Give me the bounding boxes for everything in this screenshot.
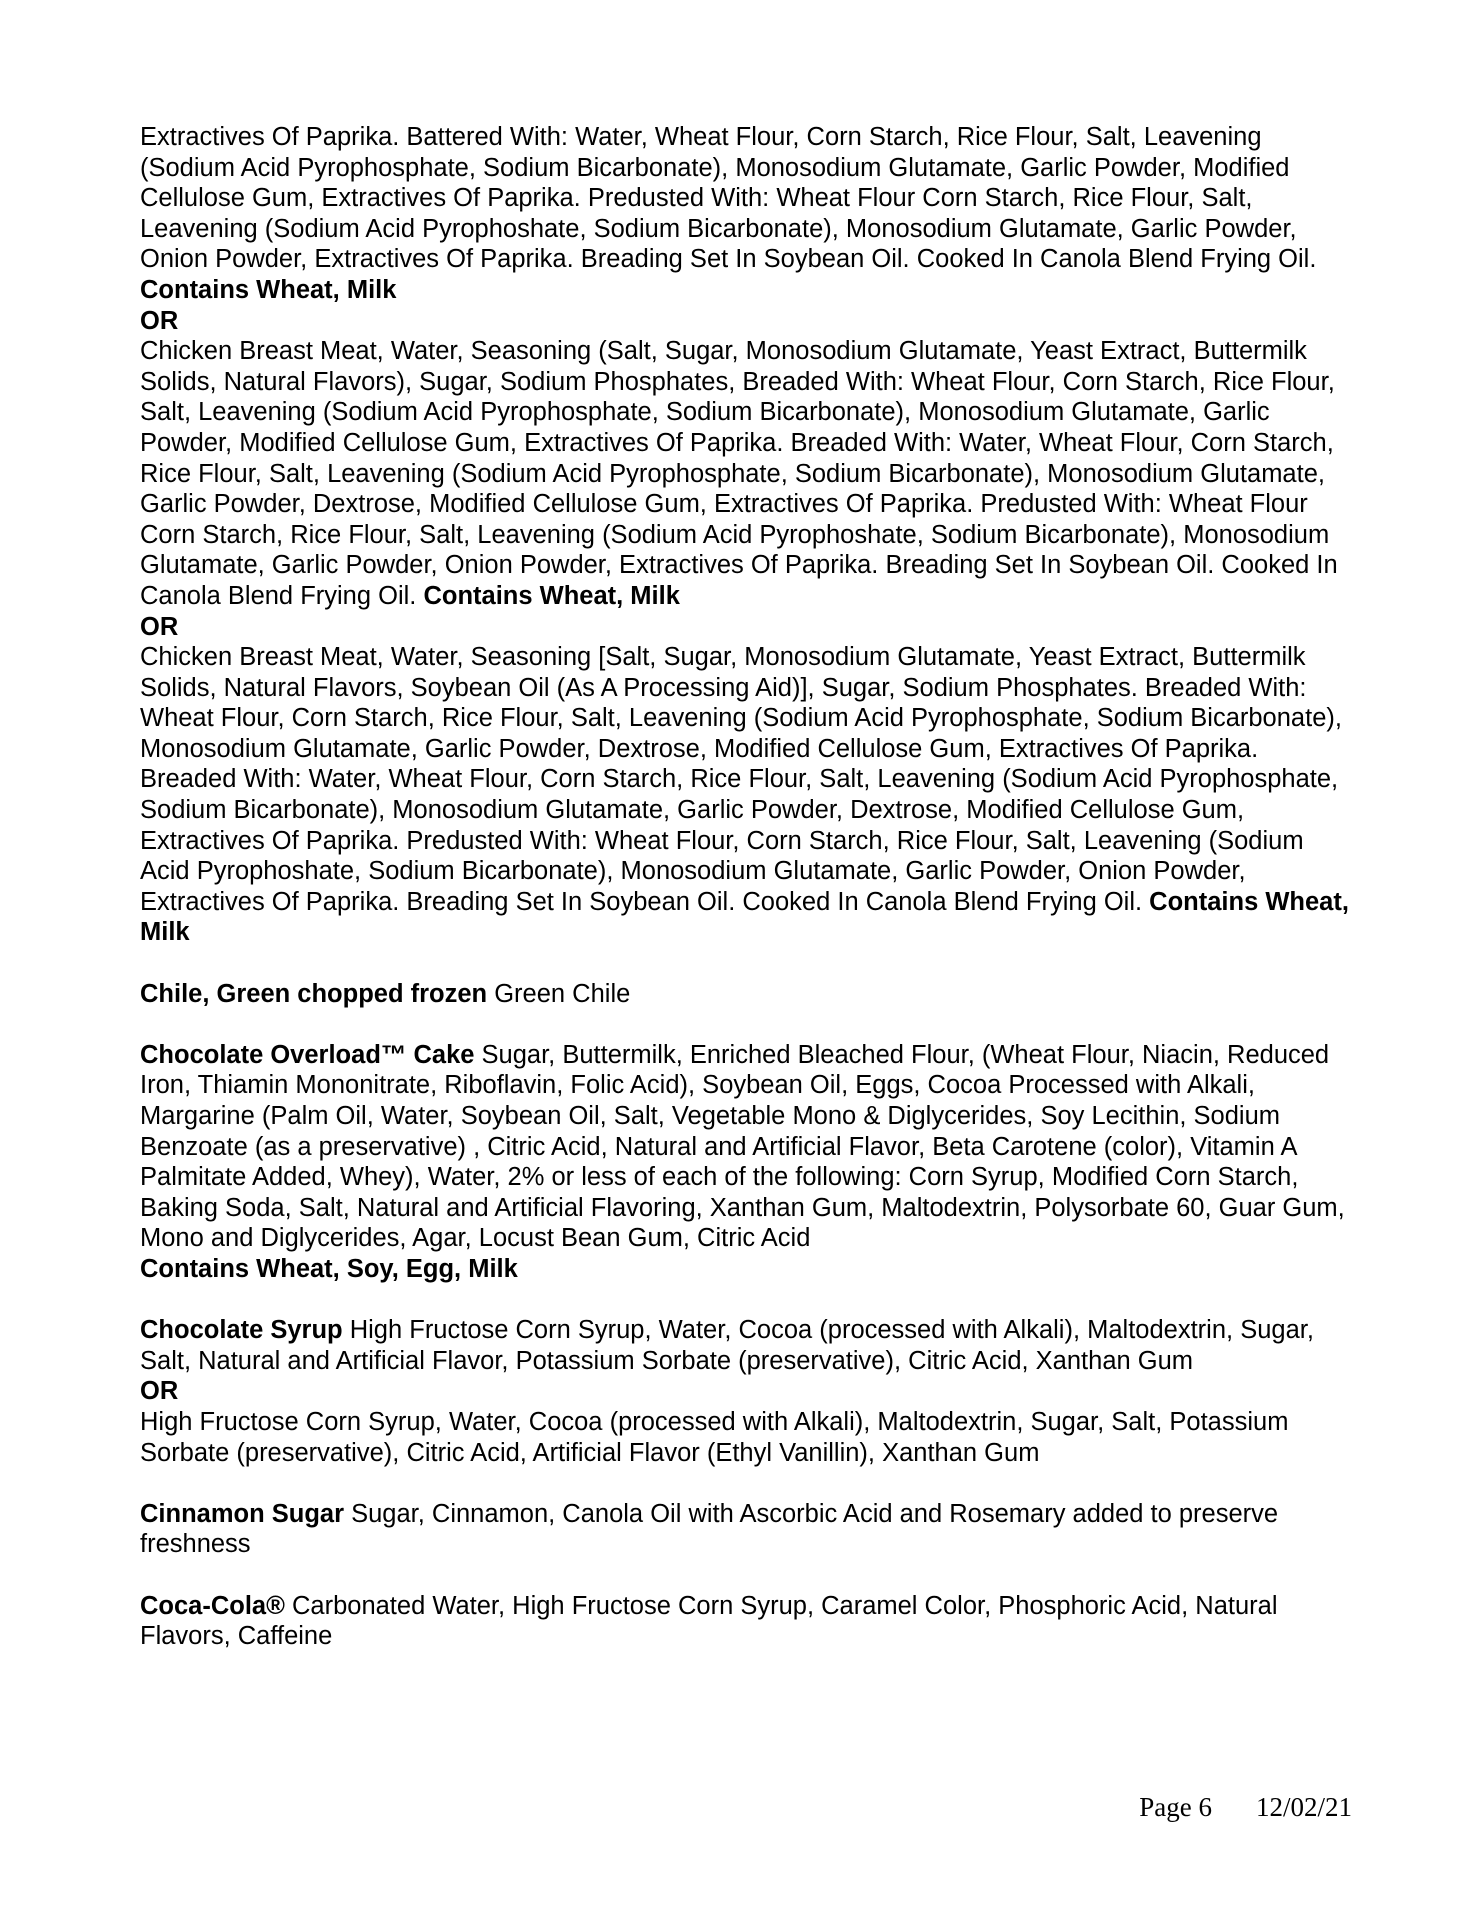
entry-cinnamon-sugar [140, 1499, 1350, 1560]
chicken-variant-3 [140, 642, 1350, 948]
chocolate-syrup-variant-2: High Fructose Corn Syrup, Water, Cocoa (processed with Alkali), Maltodextrin, Sugar, Salt, Potassium Sorbate (preservative), Citric Acid, Artificial Flavor (Ethyl Vanillin), Xanthan Gum [140, 1407, 1289, 1467]
entry-coca-cola [140, 1591, 1350, 1652]
ingredients-text: Sugar, Cinnamon, Canola Oil with Ascorbic Acid and Rosemary added to preserve freshness [140, 1499, 1279, 1559]
spacer [140, 1560, 1350, 1591]
revision-date: 12/02/21 [1255, 1792, 1352, 1822]
allergen-statement: Contains Wheat, Soy, Egg, Milk [140, 1254, 518, 1283]
spacer [140, 1468, 1350, 1499]
ingredients-text: Green Chile [487, 979, 631, 1008]
spacer [140, 948, 1350, 979]
item-name: Chocolate Overload™ Cake [140, 1040, 475, 1069]
ingredients-text: High Fructose Corn Syrup, Water, Cocoa (processed with Alkali), Maltodextrin, Sugar, Salt, Natural and Artificial Flavor, Potassium Sorbate (preservative), Citric Acid, Xanthan Gum [140, 1316, 1314, 1375]
chicken-variant-1 [140, 122, 1350, 306]
spacer [140, 1009, 1350, 1040]
entry-chocolate-cake [140, 1040, 1350, 1254]
page-number: Page 6 [1139, 1792, 1212, 1822]
ingredients-text: Carbonated Water, High Fructose Corn Syrup, Caramel Color, Phosphoric Acid, Natural Flavors, Caffeine [140, 1591, 1278, 1651]
page-footer [1112, 1791, 1352, 1823]
allergen-statement: Contains Wheat, Milk [423, 581, 680, 610]
ingredients-list [140, 122, 1350, 1652]
or-separator: OR [140, 306, 179, 335]
allergen-statement: Contains Wheat, Milk [140, 887, 1349, 947]
ingredients-text: Chicken Breast Meat, Water, Seasoning (Salt, Sugar, Monosodium Glutamate, Yeast Extract, Buttermilk Solids, Natural Flavors), Sugar, Sodium Phosphates, Breaded With: Wheat Flour, Corn Starch, Rice Flour, Salt, Leavening (Sodium Acid Pyrophosphate, Sodium Bicarbonate), Monosodium Glutamate, Garlic Powder, Modified Cellulose Gum, Extractives Of Paprika. Breaded With: Water, Wheat Flour, Corn Starch, Rice Flour, Salt, Leavening (Sodium Acid Pyrophosphate, Sodium Bicarbonate), Monosodium Glutamate, Garlic Powder, Dextrose, Modified Cellulose Gum, Extractives Of Paprika. Predusted With: Wheat Flour Corn Starch, Rice Flour, Salt, Leavening (Sodium Acid Pyrophoshate, Sodium Bicarbonate), Monosodium Glutamate, Garlic Powder, Onion Powder, Extractives Of Paprika. Breading Set In Soybean Oil. Cooked In Canola Blend Frying Oil. [140, 337, 1338, 610]
ingredients-text: Chicken Breast Meat, Water, Seasoning [Salt, Sugar, Monosodium Glutamate, Yeast Extract, Buttermilk Solids, Natural Flavors, Soybean Oil (As A Processing Aid)], Sugar, Sodium Phosphates. Breaded With: Wheat Flour, Corn Starch, Rice Flour, Salt, Leavening (Sodium Acid Pyrophosphate, Sodium Bicarbonate), Monosodium Glutamate, Garlic Powder, Dextrose, Modified Cellulose Gum, Extractives Of Paprika. Breaded With: Water, Wheat Flour, Corn Starch, Rice Flour, Salt, Leavening (Sodium Acid Pyrophosphate, Sodium Bicarbonate), Monosodium Glutamate, Garlic Powder, Dextrose, Modified Cellulose Gum, Extractives Of Paprika. Predusted With: Wheat Flour, Corn Starch, Rice Flour, Salt, Leavening (Sodium Acid Pyrophoshate, Sodium Bicarbonate), Monosodium Glutamate, Garlic Powder, Onion Powder, Extractives Of Paprika. Breading Set In Soybean Oil. Cooked In Canola Blend Frying Oil. [140, 643, 1342, 916]
ingredients-text: Extractives Of Paprika. Battered With: Water, Wheat Flour, Corn Starch, Rice Flour, Salt, Leavening (Sodium Acid Pyrophosphate, Sodium Bicarbonate), Monosodium Glutamate, Garlic Powder, Modified Cellulose Gum, Extractives Of Paprika. Predusted With: Wheat Flour Corn Starch, Rice Flour, Salt, Leavening (Sodium Acid Pyrophoshate, Sodium Bicarbonate), Monosodium Glutamate, Garlic Powder, Onion Powder, Extractives Of Paprika. Breading Set In Soybean Oil. Cooked In Canola Blend Frying Oil. [140, 123, 1317, 274]
item-name: Chocolate Syrup [140, 1316, 343, 1345]
allergen-statement: Contains Wheat, Milk [140, 275, 397, 304]
or-separator: OR [140, 612, 179, 641]
entry-chocolate-syrup [140, 1315, 1350, 1376]
item-name: Chile, Green chopped frozen [140, 979, 488, 1008]
ingredients-text: Sugar, Buttermilk, Enriched Bleached Flour, (Wheat Flour, Niacin, Reduced Iron, Thiamin Mononitrate, Riboflavin, Folic Acid), Soybean Oil, Eggs, Cocoa Processed with Alkali, Margarine (Palm Oil, Water, Soybean Oil, Salt, Vegetable Mono & Diglycerides, Soy Lecithin, Sodium Benzoate (as a preservative) , Citric Acid, Natural and Artificial Flavor, Beta Carotene (color), Vitamin A Palmitate Added, Whey), Water, 2% or less of each of the following: Corn Syrup, Modified Corn Starch, Baking Soda, Salt, Natural and Artificial Flavoring, Xanthan Gum, Maltodextrin, Polysorbate 60, Guar Gum, Mono and Diglycerides, Agar, Locust Bean Gum, Citric Acid [140, 1040, 1345, 1253]
chicken-variant-2 [140, 336, 1350, 611]
item-name: Cinnamon Sugar [140, 1499, 345, 1528]
spacer [140, 1285, 1350, 1316]
entry-chile [140, 979, 1350, 1010]
item-name: Coca-Cola® [140, 1591, 285, 1620]
or-separator: OR [140, 1377, 179, 1406]
